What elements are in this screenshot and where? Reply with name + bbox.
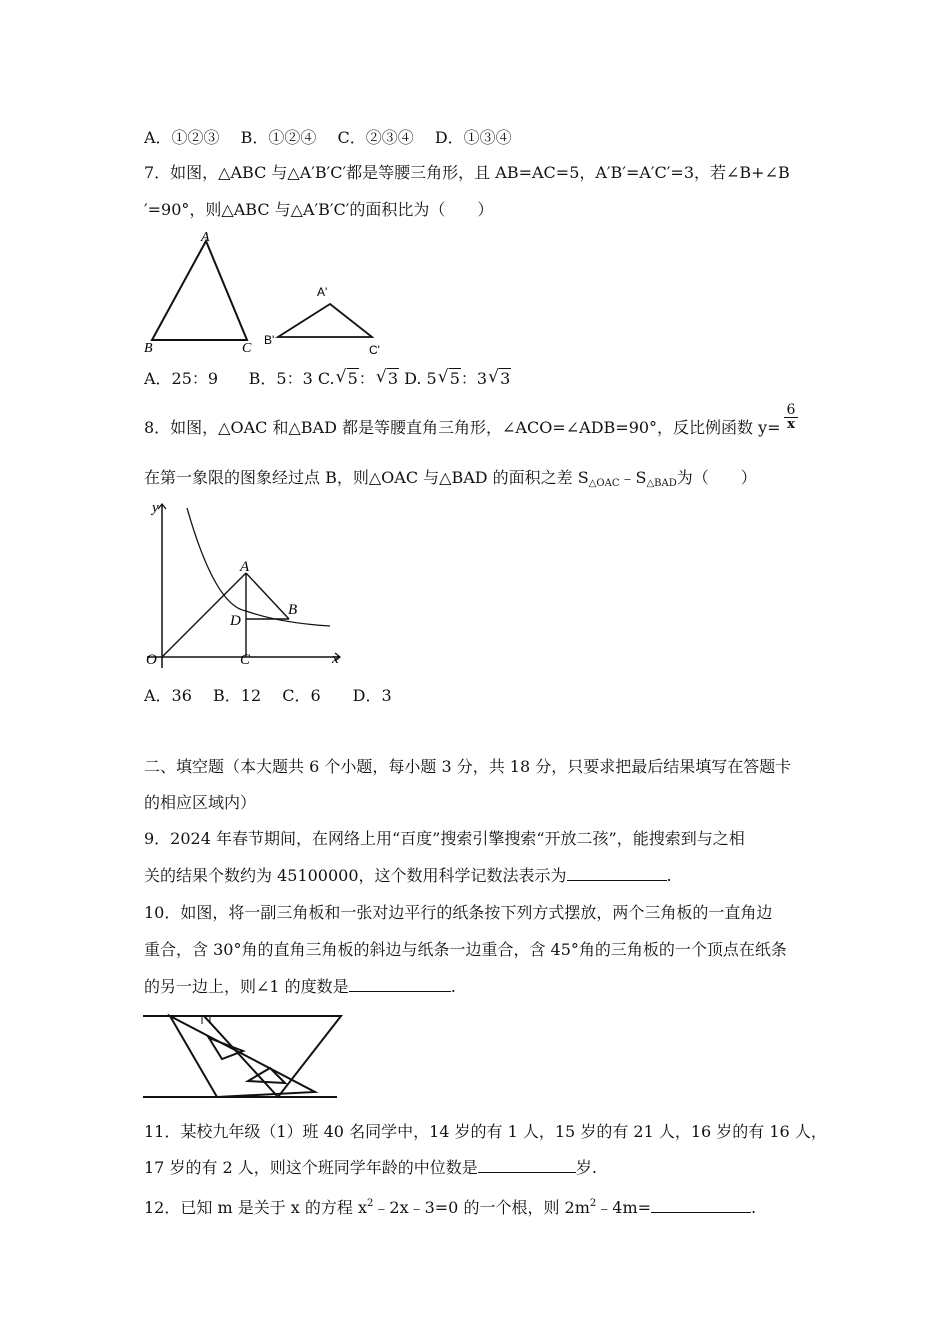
label-a: A — [240, 559, 250, 575]
q10-stem-line3: 的另一边上，则∠1 的度数是 . — [144, 977, 456, 996]
q8-options: A．36 B．12 C．6 D．3 — [144, 686, 392, 705]
q7-option-a: A．25：9 — [144, 369, 219, 388]
q10-stem-line2: 重合，含 30°角的直角三角板的斜边与纸条一边重合，含 45°角的三角板的一个顶点在纸条 — [144, 940, 787, 959]
q7-option-b: B．5：3 — [248, 369, 313, 388]
sqrt-5-d: √ 5 — [438, 369, 461, 389]
q8-stem-line1: 8．如图，△OAC 和△BAD 都是等腰直角三角形，∠ACO=∠ADB=90°，反比例函数 y= — [144, 418, 781, 437]
label-c: C — [242, 341, 252, 356]
label-x: x — [332, 651, 339, 667]
label-y: y — [152, 500, 159, 516]
label-a-prime: A' — [317, 285, 328, 299]
answer-blank-q10[interactable] — [349, 977, 451, 992]
label-b: B — [288, 602, 298, 618]
label-c: C — [240, 652, 251, 668]
q9-stem-line1: 9．2024 年春节期间，在网络上用“百度”搜索引擎搜索“开放二孩”，能搜索到与之相 — [144, 829, 745, 848]
segment-ab — [246, 573, 289, 619]
set-square-30 — [170, 1016, 315, 1097]
sqrt-3-d: √ 3 — [488, 369, 511, 389]
q7-option-c-label: C. — [317, 369, 335, 388]
section2-heading-line2: 的相应区域内） — [144, 793, 257, 812]
q7-stem-line1: 7．如图，△ABC 与△A′B′C′都是等腰三角形，且 AB=AC=5，A′B′=A′C′=3，若∠B+∠B — [144, 163, 790, 182]
q7-triangle-figure — [140, 226, 390, 362]
label-b-prime: B' — [264, 333, 275, 347]
q7-options: A．25：9 B．5：3 C.√ 5：√ 3 D. 5√ 5：3√ 3 — [144, 369, 511, 389]
q8-hyperbola-figure — [140, 496, 345, 674]
q11-stem-line1: 11．某校九年级（1）班 40 名同学中，14 岁的有 1 人，15 岁的有 21 人，16 岁的有 16 人， — [144, 1122, 827, 1141]
q10-set-square-figure — [140, 1008, 345, 1104]
label-a: A — [201, 230, 210, 245]
sqrt-3: √ 3 — [376, 369, 399, 389]
section2-heading-line1: 二、填空题（本大题共 6 个小题，每小题 3 分，共 18 分，只要求把最后结果填写在答题卡 — [144, 757, 792, 776]
label-d: D — [230, 613, 241, 629]
answer-blank-q12[interactable] — [651, 1198, 751, 1213]
label-o: O — [146, 652, 157, 668]
q8-stem-line2: 在第一象限的图象经过点 B，则△OAC 与△BAD 的面积之差 $S_{\triangle OAC}﹣S_{\triangle BAD}$为（ ） — [144, 468, 757, 489]
answer-blank-q11[interactable] — [478, 1158, 576, 1173]
triangle-a2b2c2 — [278, 304, 372, 337]
label-c-prime: C' — [369, 343, 380, 357]
q7-stem-line2: ′=90°，则△ABC 与△A′B′C′的面积比为（ ） — [144, 200, 494, 219]
triangle-abc — [152, 241, 247, 340]
q11-stem-line2: 17 岁的有 2 人，则这个班同学年龄的中位数是 岁. — [144, 1158, 597, 1177]
q12-stem: 12．已知 m 是关于 x 的方程 $x^2﹣2x﹣3=0$ 的一个根，则 $2m^2﹣4m=$ . — [144, 1198, 757, 1217]
q10-stem-line1: 10．如图，将一副三角板和一张对边平行的纸条按下列方式摆放，两个三角板的一直角边 — [144, 903, 773, 922]
sqrt-5: √ 5 — [336, 369, 359, 389]
q7-option-d-label: D. — [404, 369, 422, 388]
answer-blank-q9[interactable] — [567, 866, 667, 881]
q6-options: A．①②③ B．①②④ C．②③④ D．①③④ — [144, 128, 512, 147]
set-square-45 — [204, 1016, 341, 1097]
hyperbola-curve — [187, 508, 330, 626]
label-b: B — [144, 341, 153, 356]
q9-stem-line2: 关的结果个数约为 45100000，这个数用科学记数法表示为 . — [144, 866, 672, 885]
fraction-6-over-x: $\frac{6}{x}$ — [784, 403, 798, 432]
